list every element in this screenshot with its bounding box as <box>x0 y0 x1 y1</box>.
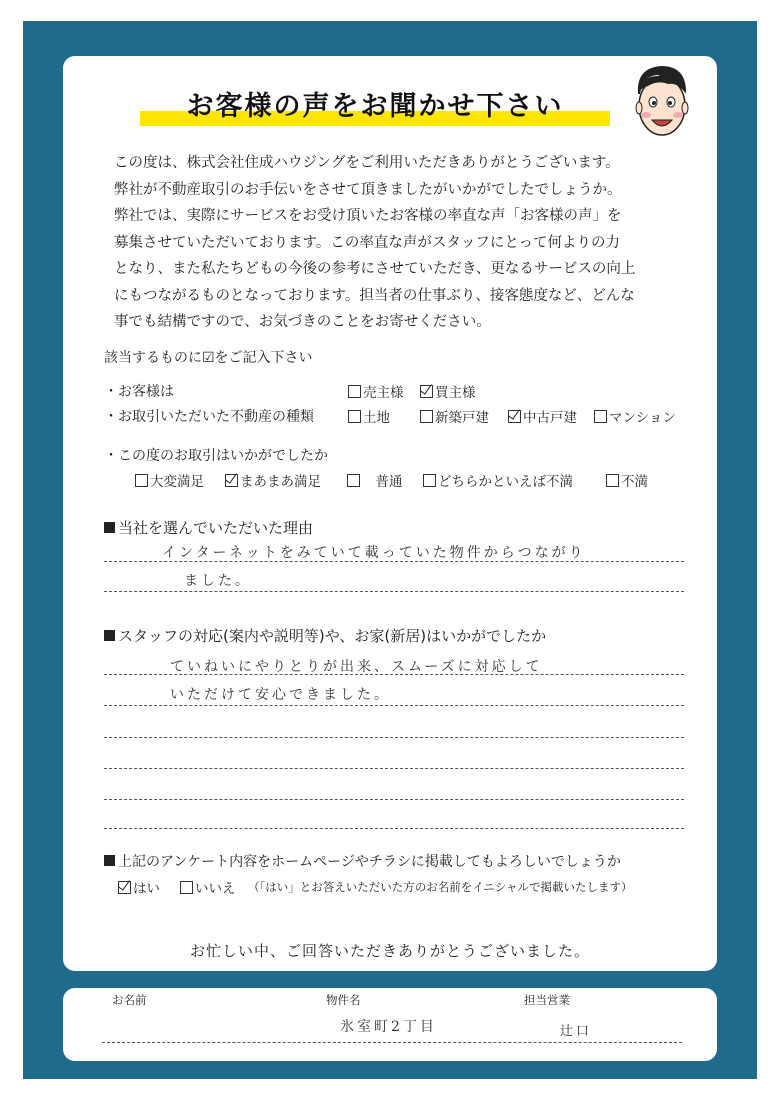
intro-line: 募集させていただいております。この率直な声がスタッフにとって何よりの力 <box>114 234 621 251</box>
publish-heading: 上記のアンケート内容をホームページやチラシに掲載してもよろしいでしょうか <box>104 851 621 871</box>
option-very-satisfied[interactable]: 大変満足 <box>135 470 204 490</box>
option-fairly-satisfied[interactable]: まあまあ満足 <box>225 470 321 490</box>
option-seller[interactable]: 売主様 <box>348 381 404 401</box>
mascot-face-icon <box>628 60 694 146</box>
answer-rule <box>104 705 684 706</box>
answer-rule <box>104 768 684 769</box>
customer-question: ・お客様は <box>104 384 174 400</box>
answer-rule <box>104 737 684 738</box>
staff-label: 担当営業 <box>524 993 570 1007</box>
answer-rule <box>104 674 684 675</box>
option-buyer[interactable]: 買主様 <box>420 381 476 401</box>
staff-answer-line: いただけて安心できました。 <box>170 687 391 703</box>
title-block <box>140 84 610 128</box>
intro-text <box>114 150 694 336</box>
closing-message: お忙しい中、ご回答いただきありがとうございました。 <box>189 942 590 960</box>
staff-value: 辻口 <box>560 1024 593 1039</box>
intro-line: 弊社では、実際にサービスをお受け頂いたお客様の率直な声「お客様の声」を <box>114 208 622 224</box>
intro-line: にもつながるものとなっております。担当者の仕事ぶり、接客態度など、どんな <box>114 287 635 304</box>
square-bullet-icon <box>104 522 115 533</box>
option-somewhat-dissatisfied[interactable]: どちらかといえば不満 <box>423 470 573 490</box>
reason-heading: 当社を選んでいただいた理由 <box>104 517 313 538</box>
publish-yes[interactable]: はい <box>118 877 160 897</box>
answer-rule <box>104 828 684 829</box>
checkbox[interactable] <box>347 474 360 487</box>
checkbox[interactable] <box>135 474 148 487</box>
option-dissatisfied[interactable]: 不満 <box>606 470 648 490</box>
checkbox[interactable] <box>348 410 361 423</box>
staff-answer-line: ていねいにやりとりが出来、スムーズに対応して <box>170 659 543 675</box>
checkbox[interactable] <box>606 474 619 487</box>
checkbox-checked[interactable] <box>225 474 238 487</box>
checkbox-checked[interactable] <box>118 881 131 894</box>
option-land[interactable]: 土地 <box>348 406 390 426</box>
intro-line: となり、また私たちどもの今後の参考にさせていただき、更なるサービスの向上 <box>114 261 636 277</box>
checkbox[interactable] <box>420 410 433 423</box>
option-new-house[interactable]: 新築戸建 <box>420 406 489 426</box>
publish-note: （「はい」とお答えいただいた方のお名前をイニシャルで掲載いたします） <box>248 880 633 894</box>
footer-rule <box>102 1042 682 1043</box>
property-question: ・お取引いただいた不動産の種類 <box>104 409 314 425</box>
staff-heading: スタッフの対応(案内や説明等)や、お家(新居)はいかがでしたか <box>104 625 546 646</box>
property-label: 物件名 <box>326 993 361 1007</box>
name-label: お名前 <box>112 993 147 1007</box>
reason-answer-line: インターネットをみていて載っていた物件からつながり <box>162 545 586 561</box>
publish-no[interactable]: いいえ <box>180 877 236 897</box>
checkbox-checked[interactable] <box>508 410 521 423</box>
page-title: お客様の声をお聞かせ下さい <box>186 91 564 122</box>
option-neutral[interactable]: 普通 <box>347 470 403 490</box>
property-value: 氷室町2丁目 <box>340 1019 437 1035</box>
checkbox[interactable] <box>594 410 607 423</box>
square-bullet-icon <box>104 630 115 641</box>
option-condo[interactable]: マンション <box>594 406 676 426</box>
checkbox[interactable] <box>348 385 361 398</box>
satisfaction-question: ・この度のお取引はいかがでしたか <box>104 448 328 464</box>
reason-answer-line: ました。 <box>184 573 252 589</box>
answer-rule <box>104 591 684 592</box>
intro-line: この度は、株式会社住成ハウジングをご利用いただきありがとうございます。 <box>114 155 620 171</box>
square-bullet-icon <box>104 855 115 866</box>
checkbox[interactable] <box>180 881 193 894</box>
option-used-house[interactable]: 中古戸建 <box>508 406 577 426</box>
answer-rule <box>104 561 684 562</box>
instruction-text: 該当するものに☑をご記入下さい <box>104 350 313 366</box>
checkbox-checked[interactable] <box>420 385 433 398</box>
checkbox[interactable] <box>423 474 436 487</box>
answer-rule <box>104 799 684 800</box>
intro-line: 事でも結構ですので、お気づきのことをお寄せください。 <box>114 314 491 330</box>
intro-line: 弊社が不動産取引のお手伝いをさせて頂きましたがいかがでしたでしょうか。 <box>114 181 622 198</box>
